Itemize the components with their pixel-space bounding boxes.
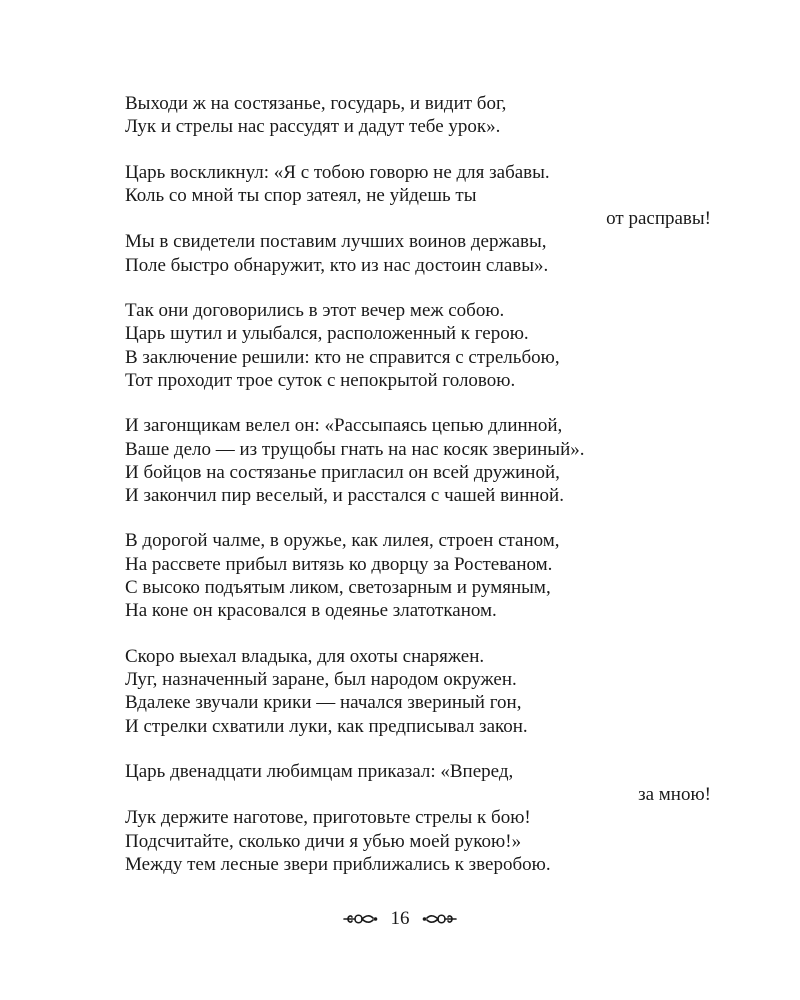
verse-line-continuation: за мною! bbox=[638, 784, 711, 806]
stanza-5 bbox=[125, 529, 725, 622]
verse-line: На рассвете прибыл витязь ко дворцу за Ростеваном. bbox=[125, 553, 553, 575]
fleuron-icon bbox=[422, 907, 458, 928]
verse-line: В заключение решили: кто не справится с стрельбою, bbox=[125, 346, 560, 368]
verse-line: Луг, назначенный заране, был народом окружен. bbox=[125, 668, 517, 690]
verse-line: И закончил пир веселый, и расстался с чашей винной. bbox=[125, 485, 564, 507]
verse-line: Подсчитайте, сколько дичи я убью моей рукою!» bbox=[125, 830, 522, 852]
verse-line-continuation: от расправы! bbox=[606, 208, 711, 230]
stanza-1 bbox=[125, 92, 725, 139]
verse-line: Мы в свидетели поставим лучших воинов державы, bbox=[125, 231, 547, 253]
verse-line: И загонщикам велел он: «Рассыпаясь цепью длинной, bbox=[125, 415, 563, 437]
stanza-4 bbox=[125, 414, 725, 507]
poem-text bbox=[125, 92, 725, 898]
stanza-2 bbox=[125, 161, 725, 277]
verse-line: Между тем лесные звери приближались к зверобою. bbox=[125, 854, 551, 876]
verse-line: Выходи ж на состязанье, государь, и видит бог, bbox=[125, 93, 507, 114]
page-number: 16 bbox=[390, 907, 410, 929]
verse-line: Коль со мной ты спор затеял, не уйдешь ты bbox=[125, 184, 477, 206]
verse-line: Тот проходит трое суток с непокрытой головою. bbox=[125, 369, 516, 391]
page-footer bbox=[0, 906, 800, 931]
verse-line: На коне он красовался в одеянье златотканом. bbox=[125, 600, 497, 622]
stanza-3 bbox=[125, 299, 725, 392]
fleuron-icon bbox=[342, 907, 383, 928]
verse-line: Царь двенадцати любимцам приказал: «Вперед, bbox=[125, 760, 514, 782]
verse-line: И бойцов на состязанье пригласил он всей дружиной, bbox=[125, 461, 560, 483]
verse-line: И стрелки схватили луки, как предписывал закон. bbox=[125, 715, 528, 737]
verse-line: Царь шутил и улыбался, расположенный к герою. bbox=[125, 323, 529, 345]
verse-line: Царь воскликнул: «Я с тобою говорю не для забавы. bbox=[125, 161, 550, 183]
verse-line: Ваше дело — из трущобы гнать на нас косяк звериный». bbox=[125, 438, 585, 460]
verse-line: В дорогой чалме, в оружье, как лилея, строен станом, bbox=[125, 530, 560, 552]
stanza-6 bbox=[125, 645, 725, 738]
verse-line: С высоко подъятым ликом, светозарным и румяным, bbox=[125, 577, 551, 599]
verse-line: Лук и стрелы нас рассудят и дадут тебе урок». bbox=[125, 116, 501, 138]
verse-line: Так они договорились в этот вечер меж собою. bbox=[125, 300, 505, 322]
verse-line: Лук держите наготове, приготовьте стрелы к бою! bbox=[125, 807, 531, 829]
verse-line: Поле быстро обнаружит, кто из нас достоин славы». bbox=[125, 254, 549, 276]
verse-line: Вдалеке звучали крики — начался звериный гон, bbox=[125, 692, 522, 714]
stanza-7 bbox=[125, 760, 725, 876]
verse-line: Скоро выехал владыка, для охоты снаряжен. bbox=[125, 645, 485, 667]
